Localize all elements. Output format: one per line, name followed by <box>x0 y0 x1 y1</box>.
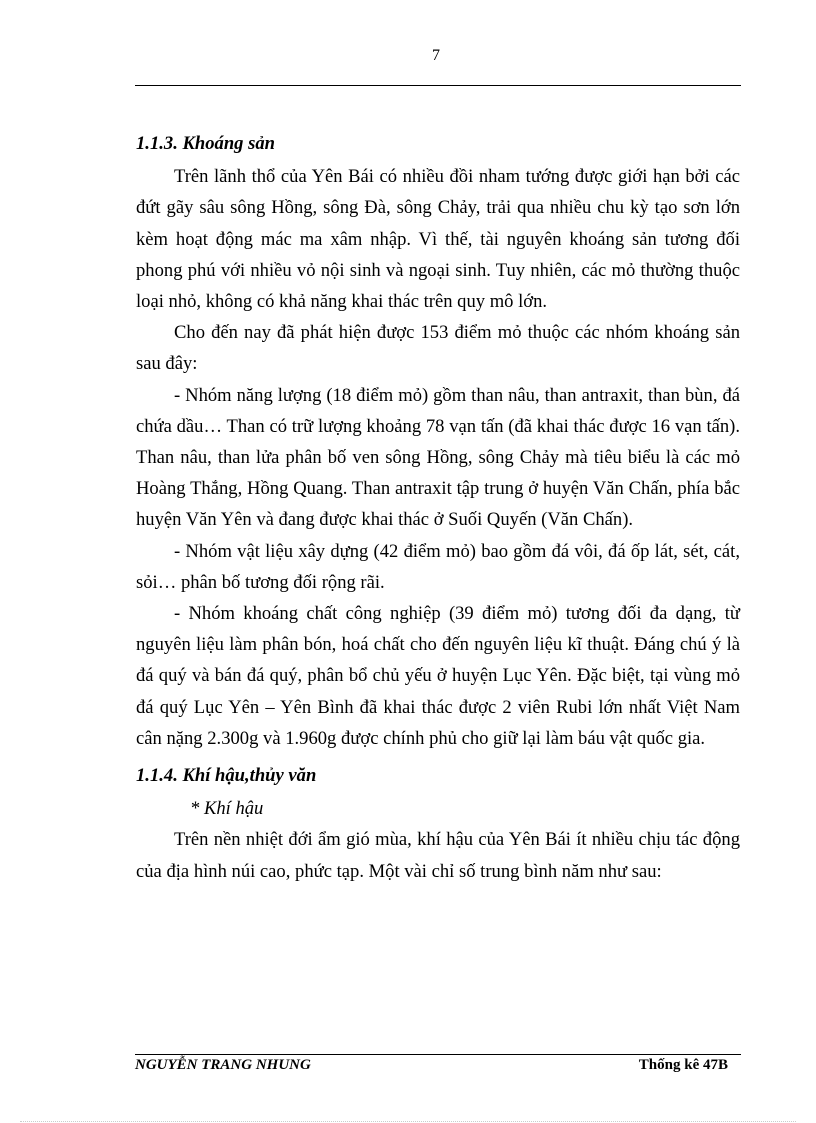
paragraph: - Nhóm năng lượng (18 điểm mỏ) gồm than nâu, than antraxit, than bùn, đá chứa dầu… Than có trữ lượng khoảng 78 vạn tấn (đã khai thác được 16 vạn tấn). Than nâu, than lửa phân bố ven sông Hồng, sông Chảy mà tiêu biểu là các mỏ Hoàng Thắng, Hồng Quang. Than antraxit tập trung ở huyện Văn Chấn, phía bắc huyện Văn Yên và đang được khai thác ở Suối Quyến (Văn Chấn). <box>136 384 740 531</box>
page-number: 7 <box>432 47 440 64</box>
section-heading-climate: 1.1.4. Khí hậu,thủy văn <box>136 765 317 787</box>
section-heading-mineral: 1.1.3. Khoáng sản <box>136 133 275 154</box>
page-edge <box>20 1121 796 1122</box>
footer-class: Thống kê 47B <box>638 1057 728 1073</box>
footer-rule <box>135 1054 741 1055</box>
subheading-climate: * Khí hậu <box>190 798 264 820</box>
paragraph: Trên lãnh thổ của Yên Bái có nhiều đồi nham tướng được giới hạn bởi các đứt gãy sâu sông Hồng, sông Đà, sông Chảy, trải qua nhiều chu kỳ tạo sơn lớn kèm hoạt động mác ma xâm nhập. Vì thế, tài nguyên khoáng sản tương đối phong phú với nhiều vỏ nội sinh và ngoại sinh. Tuy nhiên, các mỏ thường thuộc loại nhỏ, không có khả năng khai thác trên quy mô lớn. <box>136 166 740 313</box>
paragraph: Trên nền nhiệt đới ẩm gió mùa, khí hậu của Yên Bái ít nhiều chịu tác động của địa hình núi cao, phức tạp. Một vài chỉ số trung bình năm như sau: <box>136 829 740 882</box>
footer-author: NGUYỄN TRANG NHUNG <box>135 1057 311 1073</box>
paragraph: - Nhóm vật liệu xây dựng (42 điểm mỏ) bao gồm đá vôi, đá ốp lát, sét, cát, sỏi… phân bố tương đối rộng rãi. <box>136 540 740 593</box>
paragraph: - Nhóm khoáng chất công nghiệp (39 điểm mỏ) tương đối đa dạng, từ nguyên liệu làm phân bón, hoá chất cho đến nguyên liệu kĩ thuật. Đáng chú ý là đá quý và bán đá quý, phân bổ chủ yếu ở huyện Lục Yên. Đặc biệt, tại vùng mỏ đá quý Lục Yên – Yên Bình đã khai thác được 2 viên Rubi lớn nhất Việt Nam cân nặng 2.300g và 1.960g được chính phủ cho giữ lại làm báu vật quốc gia. <box>136 603 740 749</box>
paragraph: Cho đến nay đã phát hiện được 153 điểm mỏ thuộc các nhóm khoáng sản sau đây: <box>136 322 740 375</box>
document-body <box>136 128 740 887</box>
header-rule <box>135 85 741 86</box>
